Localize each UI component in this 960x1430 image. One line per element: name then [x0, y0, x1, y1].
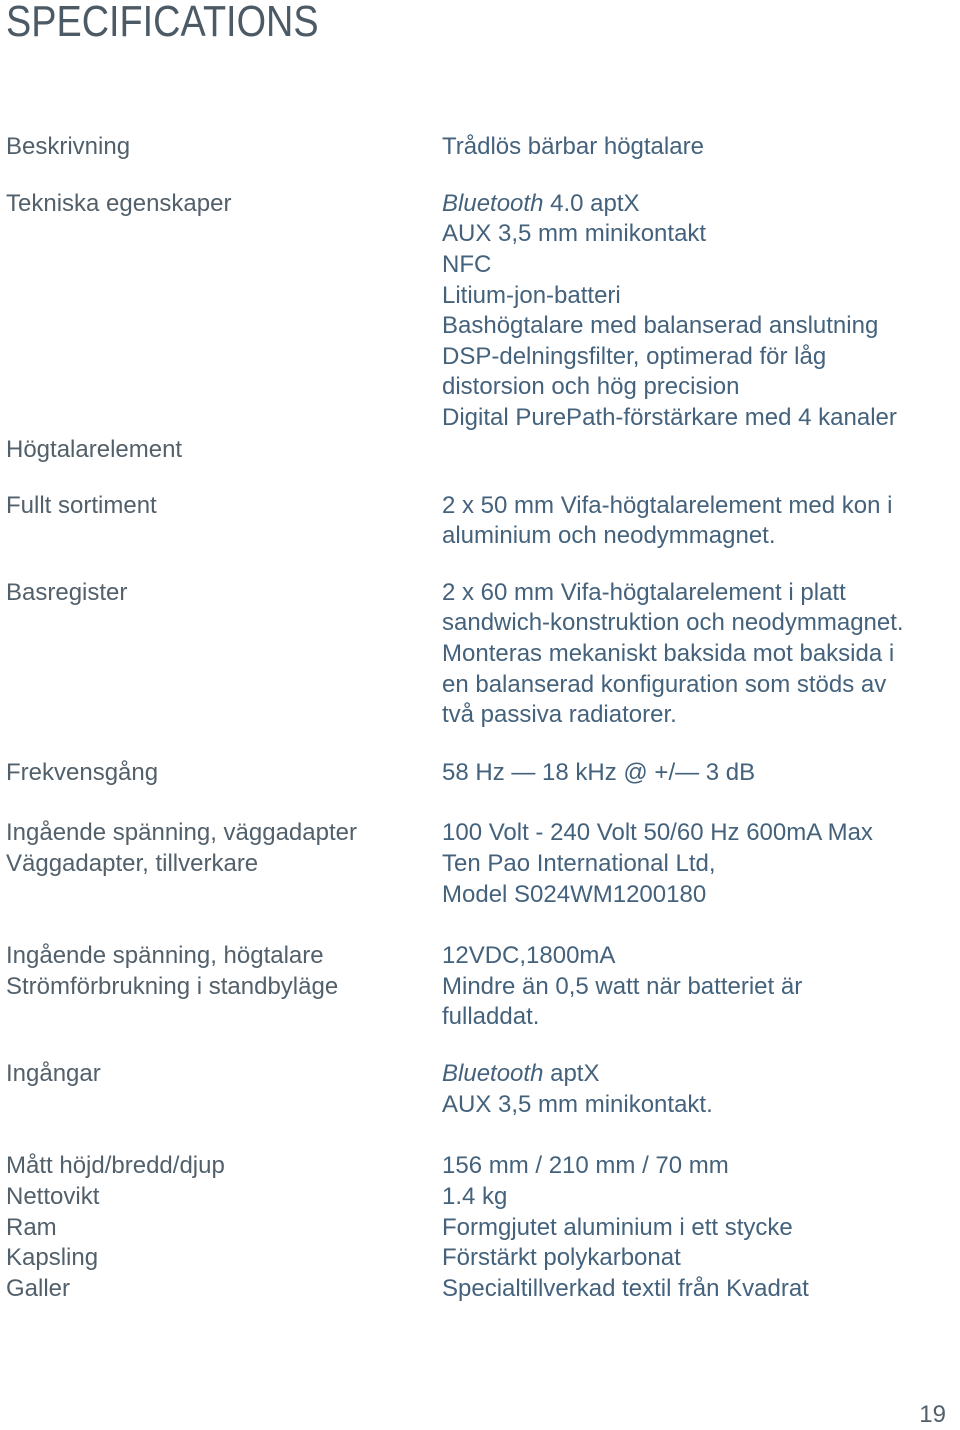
bluetooth-version: 4.0 aptX	[543, 190, 640, 217]
label-hogtalarelement: Högtalarelement	[6, 436, 183, 463]
value-tekniska-line: distorsion och hög precision	[442, 373, 740, 400]
value-spanning-hogtalare: 12VDC,1800mA	[442, 942, 616, 969]
label-spanning-vaggadapter: Ingående spänning, väggadapter	[6, 819, 357, 846]
value-standby-line: Mindre än 0,5 watt när batteriet är	[442, 973, 803, 1000]
label-kapsling: Kapsling	[6, 1244, 99, 1271]
value-nettovikt: 1.4 kg	[442, 1183, 508, 1210]
value-standby-line: fulladdat.	[442, 1003, 540, 1030]
value-basregister-line: sandwich-konstruktion och neodymmagnet.	[442, 609, 904, 636]
label-fullt-sortiment: Fullt sortiment	[6, 492, 157, 519]
value-tekniska-line: DSP-delningsfilter, optimerad för låg	[442, 343, 827, 370]
value-matt: 156 mm / 210 mm / 70 mm	[442, 1152, 729, 1179]
value-kapsling: Förstärkt polykarbonat	[442, 1244, 681, 1271]
value-tekniska-line: NFC	[442, 251, 492, 278]
label-ingangar: Ingångar	[6, 1060, 101, 1087]
label-vaggadapter-tillverkare: Väggadapter, tillverkare	[6, 850, 259, 877]
value-basregister-line: två passiva radiatorer.	[442, 701, 677, 728]
label-matt: Mått höjd/bredd/djup	[6, 1152, 225, 1179]
label-spanning-hogtalare: Ingående spänning, högtalare	[6, 942, 324, 969]
value-frekvensgang: 58 Hz — 18 kHz @ +/— 3 dB	[442, 759, 756, 786]
label-tekniska-egenskaper: Tekniska egenskaper	[6, 190, 232, 217]
label-stromforbrukning-standby: Strömförbrukning i standbyläge	[6, 973, 339, 1000]
value-fullt-sortiment-line: aluminium och neodymmagnet.	[442, 522, 776, 549]
value-ingangar-bluetooth	[442, 1059, 599, 1089]
label-frekvensgang: Frekvensgång	[6, 759, 159, 786]
value-basregister-line: Monteras mekaniskt baksida mot baksida i	[442, 640, 895, 667]
value-basregister-line: en balanserad konfiguration som stöds av	[442, 671, 887, 698]
page-title: SPECIFICATIONS	[6, 0, 319, 46]
value-tekniska-line: Litium-jon-batteri	[442, 282, 621, 309]
value-tekniska-line: Bashögtalare med balanserad anslutning	[442, 312, 879, 339]
bluetooth-italic: Bluetooth	[442, 190, 544, 217]
page-number: 19	[919, 1401, 946, 1428]
value-vaggadapter-tillverkare-line: Ten Pao International Ltd,	[442, 850, 716, 877]
label-nettovikt: Nettovikt	[6, 1183, 100, 1210]
value-tekniska-bluetooth	[442, 189, 640, 219]
label-ram: Ram	[6, 1214, 57, 1241]
value-beskrivning: Trådlös bärbar högtalare	[442, 133, 704, 160]
value-fullt-sortiment-line: 2 x 50 mm Vifa-högtalarelement med kon i	[442, 492, 893, 519]
label-beskrivning: Beskrivning	[6, 133, 131, 160]
value-ingangar-line: AUX 3,5 mm minikontakt.	[442, 1091, 713, 1118]
bluetooth-italic: Bluetooth	[442, 1060, 544, 1087]
value-tekniska-line: Digital PurePath-förstärkare med 4 kanaler	[442, 404, 897, 431]
value-ram: Formgjutet aluminium i ett stycke	[442, 1214, 793, 1241]
bluetooth-codec: aptX	[543, 1060, 600, 1087]
value-vaggadapter-tillverkare-line: Model S024WM1200180	[442, 881, 707, 908]
label-galler: Galler	[6, 1275, 71, 1302]
value-galler: Specialtillverkad textil från Kvadrat	[442, 1275, 809, 1302]
label-basregister: Basregister	[6, 579, 128, 606]
value-spanning-vaggadapter: 100 Volt - 240 Volt 50/60 Hz 600mA Max	[442, 819, 873, 846]
value-basregister-line: 2 x 60 mm Vifa-högtalarelement i platt	[442, 579, 846, 606]
value-tekniska-line: AUX 3,5 mm minikontakt	[442, 220, 707, 247]
